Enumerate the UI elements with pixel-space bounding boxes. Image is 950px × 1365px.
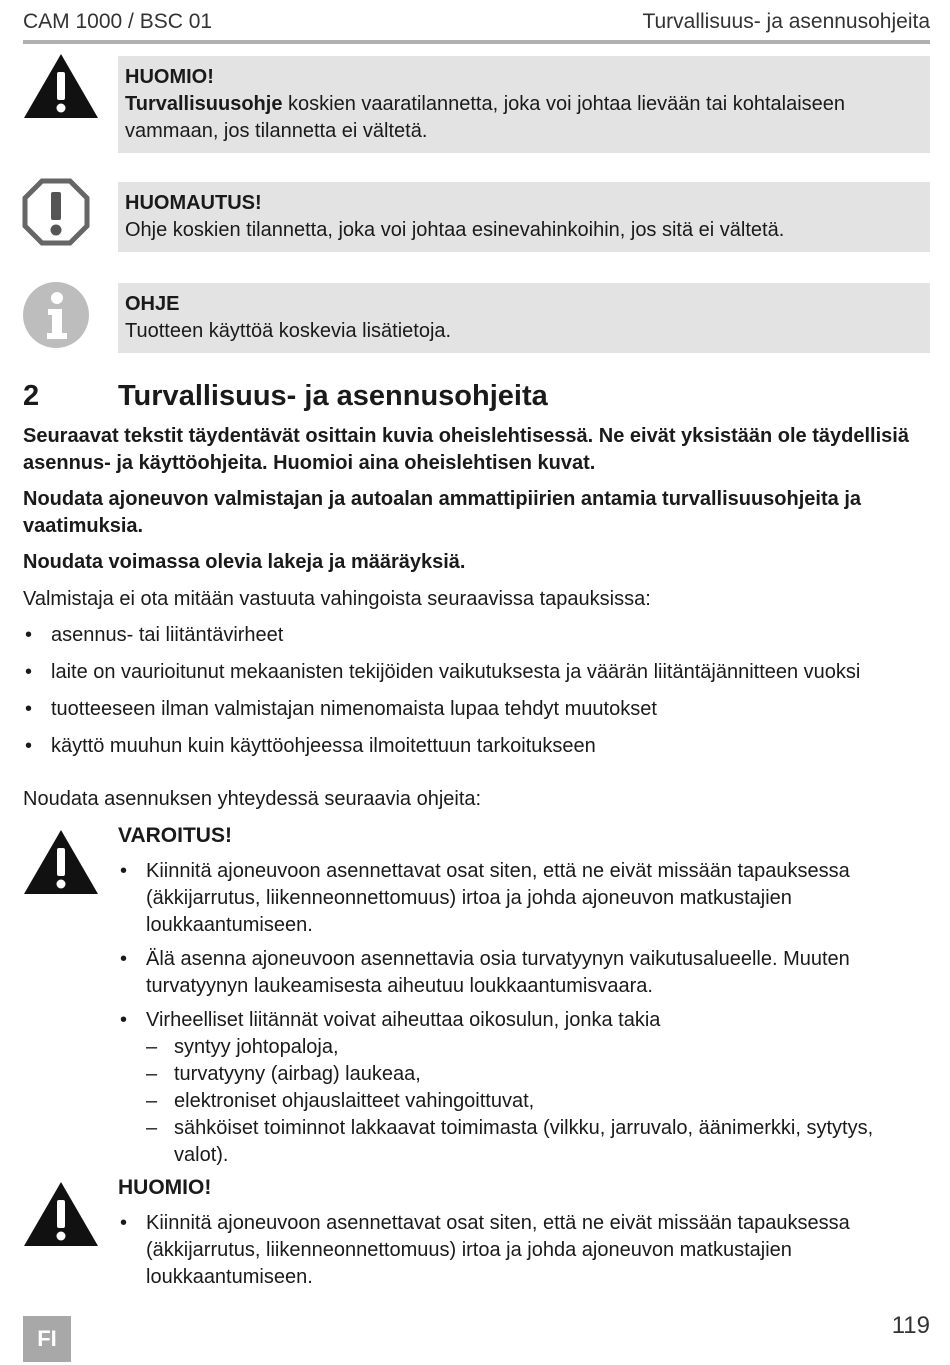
list-item: • Kiinnitä ajoneuvoon asennettavat osat siten, että ne eivät missään tapauksessa (äkkijarrutus, liikenneonnettomuus) irtoa ja johda ajoneuvon matkustajien loukkaantumiseen.: [118, 858, 930, 939]
notice-body: koskien vaaratilannetta, joka voi johtaa lievään tai kohtalaiseen vammaan, jos tilannetta ei vältetä.: [125, 93, 846, 142]
list-item: • laite on vaurioitunut mekaanisten tekijöiden vaikutuksesta ja väärän liitäntäjännitteen vuoksi: [23, 659, 930, 686]
sub-list-item: – sähköiset toiminnot lakkaavat toimimasta (vilkku, jarruvalo, äänimerkki, sytytys, valot).: [146, 1115, 930, 1169]
notice-note: [118, 182, 930, 252]
notice-title: HUOMIO!: [125, 66, 214, 88]
requirements-paragraph: Noudata ajoneuvon valmistajan ja autoalan ammattipiirien antamia turvallisuusohjeita ja vaatimuksia.: [23, 488, 861, 537]
caution-title: HUOMIO!: [118, 1176, 212, 1199]
install-intro: Noudata asennuksen yhteydessä seuraavia ohjeita:: [23, 788, 482, 810]
warning-triangle-icon: [22, 52, 100, 120]
header-section: Turvallisuus- ja asennusohjeita: [642, 10, 930, 33]
sub-list-item: – syntyy johtopaloja,: [146, 1034, 930, 1061]
warning-sub-list: [146, 1034, 930, 1169]
language-badge: FI: [23, 1316, 71, 1362]
section-number: 2: [23, 380, 40, 412]
section-title: Turvallisuus- ja asennusohjeita: [118, 380, 548, 412]
warning-triangle-icon: [22, 828, 100, 896]
caution-list: [118, 1210, 930, 1298]
laws-paragraph: Noudata voimassa olevia lakeja ja määräyksiä.: [23, 551, 466, 573]
list-item: • Kiinnitä ajoneuvoon asennettavat osat siten, että ne eivät missään tapauksessa (äkkijarrutus, liikenneonnettomuus) irtoa ja johda ajoneuvon matkustajien loukkaantumiseen.: [118, 1210, 930, 1291]
list-item: • tuotteeseen ilman valmistajan nimenomaista lupaa tehdyt muutokset: [23, 696, 930, 723]
warning-triangle-icon: [22, 1180, 100, 1248]
list-item: • asennus- tai liitäntävirheet: [23, 622, 930, 649]
list-item: [118, 1007, 930, 1169]
warning-title: VAROITUS!: [118, 824, 232, 847]
header-product: CAM 1000 / BSC 01: [23, 10, 213, 33]
sub-list-item: – elektroniset ohjauslaitteet vahingoittuvat,: [146, 1088, 930, 1115]
warning-list: [118, 858, 930, 1176]
intro-paragraph: Seuraavat tekstit täydentävät osittain kuvia oheislehtisessä. Ne eivät yksistään ole täydellisiä asennus- ja käyttöohjeita. Huomioi aina oheislehtisen kuvat.: [23, 425, 909, 474]
octagon-exclamation-icon: [22, 178, 90, 246]
sub-list-item: – turvatyyny (airbag) laukeaa,: [146, 1061, 930, 1088]
list-item-text: Virheelliset liitännät voivat aiheuttaa oikosulun, jonka takia: [146, 1009, 661, 1031]
notice-caution: [118, 56, 930, 153]
list-item: • käyttö muuhun kuin käyttöohjeessa ilmoitettuun tarkoitukseen: [23, 733, 930, 760]
notice-body: Tuotteen käyttöä koskevia lisätietoja.: [125, 320, 452, 342]
info-circle-icon: [22, 281, 90, 349]
notice-text: [125, 91, 922, 145]
notice-title: OHJE: [125, 293, 180, 315]
page-number: 119: [891, 1312, 930, 1339]
notice-body: Ohje koskien tilannetta, joka voi johtaa esinevahinkoihin, jos sitä ei vältetä.: [125, 219, 785, 241]
notice-info: [118, 283, 930, 353]
liability-intro: Valmistaja ei ota mitään vastuuta vahingoista seuraavissa tapauksissa:: [23, 588, 651, 610]
notice-bold-lead: Turvallisuusohje: [125, 93, 283, 115]
liability-list: [23, 622, 930, 770]
page-header: [23, 8, 930, 44]
notice-title: HUOMAUTUS!: [125, 192, 262, 214]
list-item: • Älä asenna ajoneuvoon asennettavia osia turvatyynyn vaikutusalueelle. Muuten turvatyynyn laukeamisesta aiheutuu loukkaantumisvaara.: [118, 946, 930, 1000]
